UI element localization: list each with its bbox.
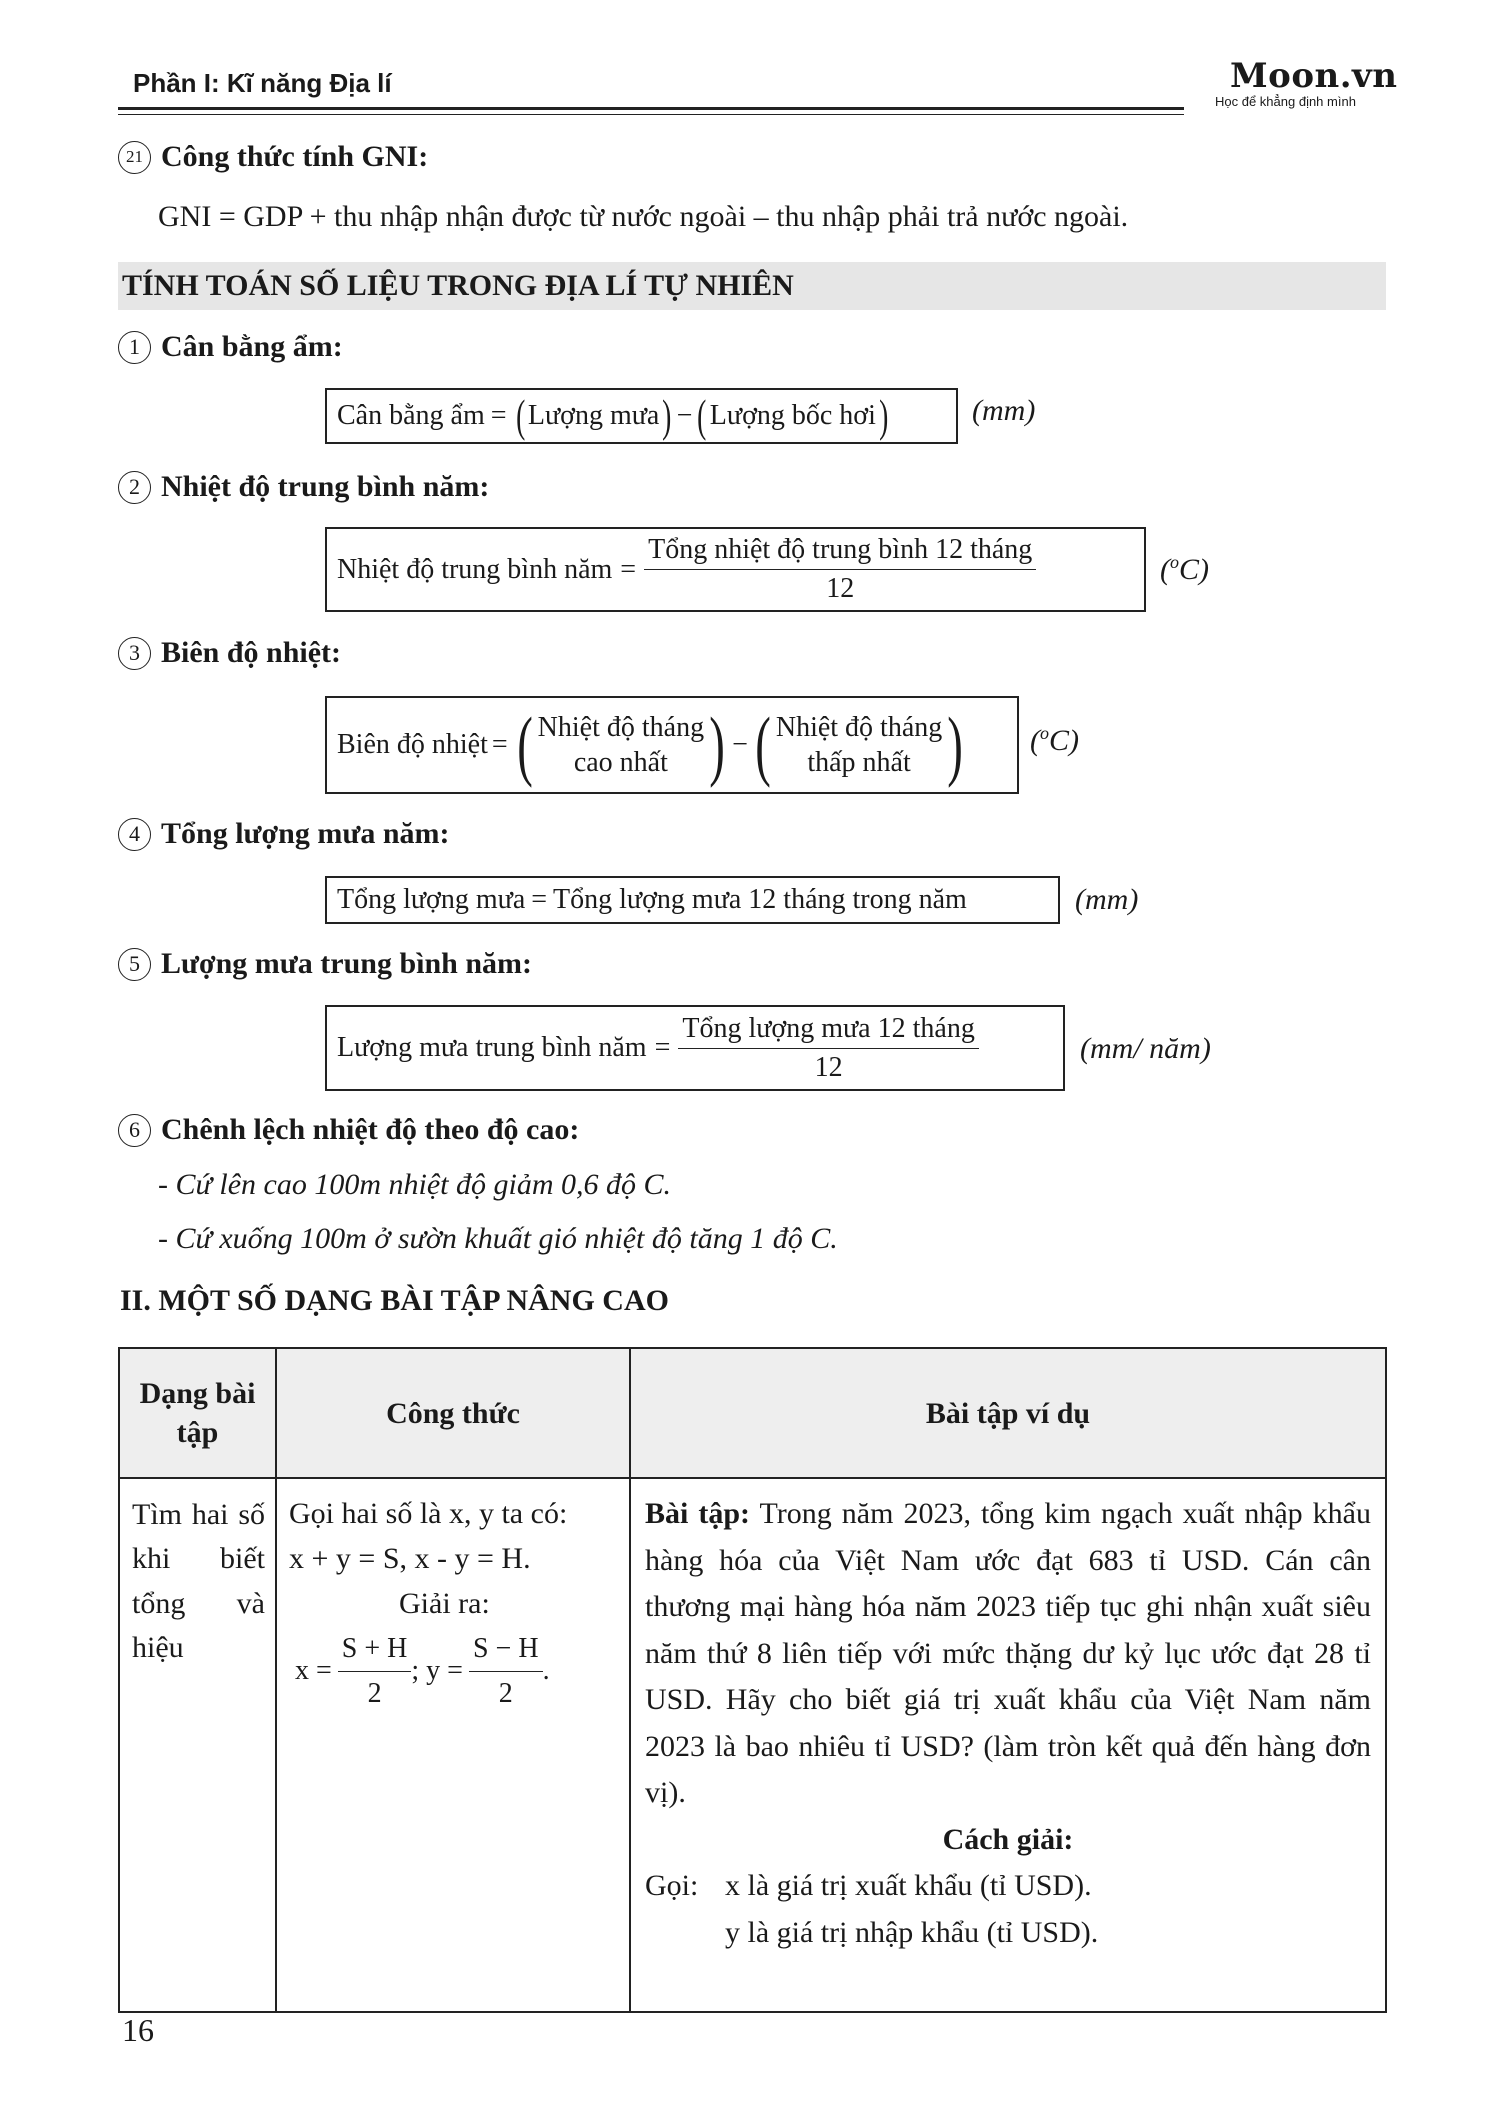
humidity-lhs: Cân bằng ẩm xyxy=(337,400,485,431)
let-label: Gọi: xyxy=(645,1869,699,1902)
avg-rain-unit: (mm/ năm) xyxy=(1080,1032,1211,1065)
avg-temp-unit xyxy=(1160,552,1209,587)
col-header-formula: Công thức xyxy=(276,1348,630,1478)
avg-rain-title: Lượng mưa trung bình năm: xyxy=(161,947,533,980)
avg-temp-title: Nhiệt độ trung bình năm: xyxy=(161,470,490,503)
term-text: Lượng mưa xyxy=(527,400,660,431)
x-definition: x là giá trị xuất khẩu (tỉ USD). xyxy=(725,1869,1092,1902)
example-body: Trong năm 2023, tổng kim ngạch xuất nhập khẩu hàng hóa của Việt Nam ước đạt 683 tỉ USD. Cán cân thương mại hàng hóa năm 2023 tiếp tục ghi nhận xuất siêu năm thứ 8 liên tiếp với mức thặng dư kỷ lục ước đạt 28 tỉ USD. Hãy cho biết giá trị xuất khẩu của Việt Nam năm 2023 là bao nhiêu tỉ USD? (làm tròn kết quả đến hàng đơn vị). xyxy=(645,1497,1371,1809)
term-text: Lượng bốc hơi xyxy=(709,400,876,431)
x-lhs: x = xyxy=(295,1655,332,1687)
x-fraction xyxy=(338,1630,412,1713)
humidity-title: Cân bằng ẩm: xyxy=(161,330,343,363)
equals-sign: = xyxy=(654,1032,671,1063)
avg-temp-lhs: Nhiệt độ trung bình năm xyxy=(337,553,613,585)
example-text xyxy=(645,1491,1371,1817)
total-rain-unit: (mm) xyxy=(1075,883,1139,916)
term-line: Nhiệt độ tháng xyxy=(537,712,705,743)
altitude-rule-1: - Cứ lên cao 100m nhiệt độ giảm 0,6 độ C. xyxy=(158,1168,671,1201)
avg-rain-fraction xyxy=(678,1013,978,1084)
table-row xyxy=(119,1478,1386,2012)
unit-open: ( xyxy=(1030,724,1040,757)
amplitude-term1: ( Nhiệt độ tháng cao nhất ) xyxy=(516,701,725,788)
denominator: 12 xyxy=(814,1051,843,1083)
total-rain-title: Tổng lượng mưa năm: xyxy=(161,817,450,850)
total-rain-rhs: Tổng lượng mưa 12 tháng trong năm xyxy=(553,884,967,915)
item-number: 2 xyxy=(118,471,151,504)
logo-tagline: Học để khẳng định mình xyxy=(1215,94,1356,109)
humidity-formula-box xyxy=(325,388,958,444)
minus-sign: − xyxy=(676,400,693,431)
item-number: 3 xyxy=(118,637,151,670)
gni-title: Công thức tính GNI: xyxy=(161,140,429,173)
numerator: Tổng lượng mưa 12 tháng xyxy=(678,1013,978,1049)
altitude-title: Chênh lệch nhiệt độ theo độ cao: xyxy=(161,1113,580,1146)
degree-sup: o xyxy=(1170,552,1179,572)
section-2-title: II. MỘT SỐ DẠNG BÀI TẬP NÂNG CAO xyxy=(120,1284,669,1317)
total-rain-formula-box xyxy=(325,876,1060,924)
equals-sign: = xyxy=(490,400,507,431)
item-number: 5 xyxy=(118,948,151,981)
denominator: 12 xyxy=(826,573,855,604)
term-line: cao nhất xyxy=(573,747,668,778)
separator: ; y = xyxy=(411,1655,463,1687)
period: . xyxy=(542,1655,550,1687)
total-rain-heading xyxy=(118,817,450,851)
numerator: S − H xyxy=(469,1630,543,1672)
solution-title: Cách giải: xyxy=(942,1822,1074,1856)
altitude-rule-2: - Cứ xuống 100m ở sườn khuất gió nhiệt độ tăng 1 độ C. xyxy=(158,1222,838,1255)
table-header-row xyxy=(119,1348,1386,1478)
avg-temp-heading xyxy=(118,470,489,504)
unit-rest: C) xyxy=(1049,724,1079,757)
formula-cell xyxy=(276,1478,630,2012)
numerator: S + H xyxy=(338,1630,412,1672)
section-title: Phần I: Kĩ năng Địa lí xyxy=(133,68,392,98)
equals-sign: = xyxy=(620,553,637,585)
term-line: Nhiệt độ tháng xyxy=(775,712,943,743)
avg-temp-fraction xyxy=(644,534,1036,605)
band-title: TÍNH TOÁN SỐ LIỆU TRONG ĐỊA LÍ TỰ NHIÊN xyxy=(122,269,794,302)
denominator: 2 xyxy=(498,1677,513,1709)
item-number: 4 xyxy=(118,818,151,851)
header-rule-thin xyxy=(118,114,1184,115)
logo: Moon.vn xyxy=(1230,56,1398,96)
formula-line: Gọi hai số là x, y ta có: xyxy=(289,1497,568,1530)
term-line: thấp nhất xyxy=(807,747,911,778)
unit-open: ( xyxy=(1160,553,1170,586)
avg-rain-formula-box xyxy=(325,1005,1065,1091)
exercise-type: Tìm hai số khi biết tổng và hiệu xyxy=(119,1478,276,2012)
solution-let xyxy=(645,1863,1371,1910)
item-number: 21 xyxy=(118,141,151,174)
amplitude-heading xyxy=(118,636,341,670)
header-rule xyxy=(118,107,1184,110)
numerator: Tổng nhiệt độ trung bình 12 tháng xyxy=(644,534,1036,570)
gni-heading xyxy=(118,140,428,174)
unit-rest: C) xyxy=(1179,553,1209,586)
section-band xyxy=(118,262,1386,310)
equals-sign: = xyxy=(491,729,508,760)
avg-temp-formula-box xyxy=(325,527,1146,612)
amplitude-title: Biên độ nhiệt: xyxy=(161,636,342,669)
y-definition: y là giá trị nhập khẩu (tỉ USD). xyxy=(725,1915,1099,1949)
degree-sup: o xyxy=(1040,723,1049,743)
solution-formula xyxy=(289,1630,621,1713)
humidity-unit: (mm) xyxy=(972,394,1036,427)
gni-formula: GNI = GDP + thu nhập nhận được từ nước ngoài – thu nhập phải trả nước ngoài. xyxy=(158,200,1129,233)
item-number: 1 xyxy=(118,331,151,364)
col-header-type: Dạng bài tập xyxy=(119,1348,276,1478)
humidity-term1: ( Lượng mưa ) xyxy=(515,390,672,441)
avg-rain-lhs: Lượng mưa trung bình năm xyxy=(337,1032,647,1063)
humidity-heading xyxy=(118,330,343,364)
formula-line: Giải ra: xyxy=(399,1587,490,1620)
exercise-table xyxy=(118,1347,1387,2013)
humidity-term2: ( Lượng bốc hơi ) xyxy=(697,390,889,441)
y-fraction xyxy=(469,1630,543,1713)
amplitude-formula-box xyxy=(325,696,1019,794)
item-number: 6 xyxy=(118,1114,151,1147)
denominator: 2 xyxy=(367,1677,382,1709)
avg-rain-heading xyxy=(118,947,532,981)
formula-line: x + y = S, x - y = H. xyxy=(289,1542,531,1575)
page-number: 16 xyxy=(122,2012,154,2048)
amplitude-unit xyxy=(1030,723,1079,758)
minus-sign: − xyxy=(732,729,748,760)
example-cell xyxy=(630,1478,1386,2012)
amplitude-term2: ( Nhiệt độ tháng thấp nhất ) xyxy=(755,701,964,788)
col-header-example: Bài tập ví dụ xyxy=(630,1348,1386,1478)
example-label: Bài tập: xyxy=(645,1497,751,1530)
amplitude-lhs: Biên độ nhiệt xyxy=(337,729,488,760)
equals-sign: = xyxy=(531,884,548,915)
total-rain-lhs: Tổng lượng mưa xyxy=(337,884,526,915)
altitude-heading xyxy=(118,1113,579,1147)
